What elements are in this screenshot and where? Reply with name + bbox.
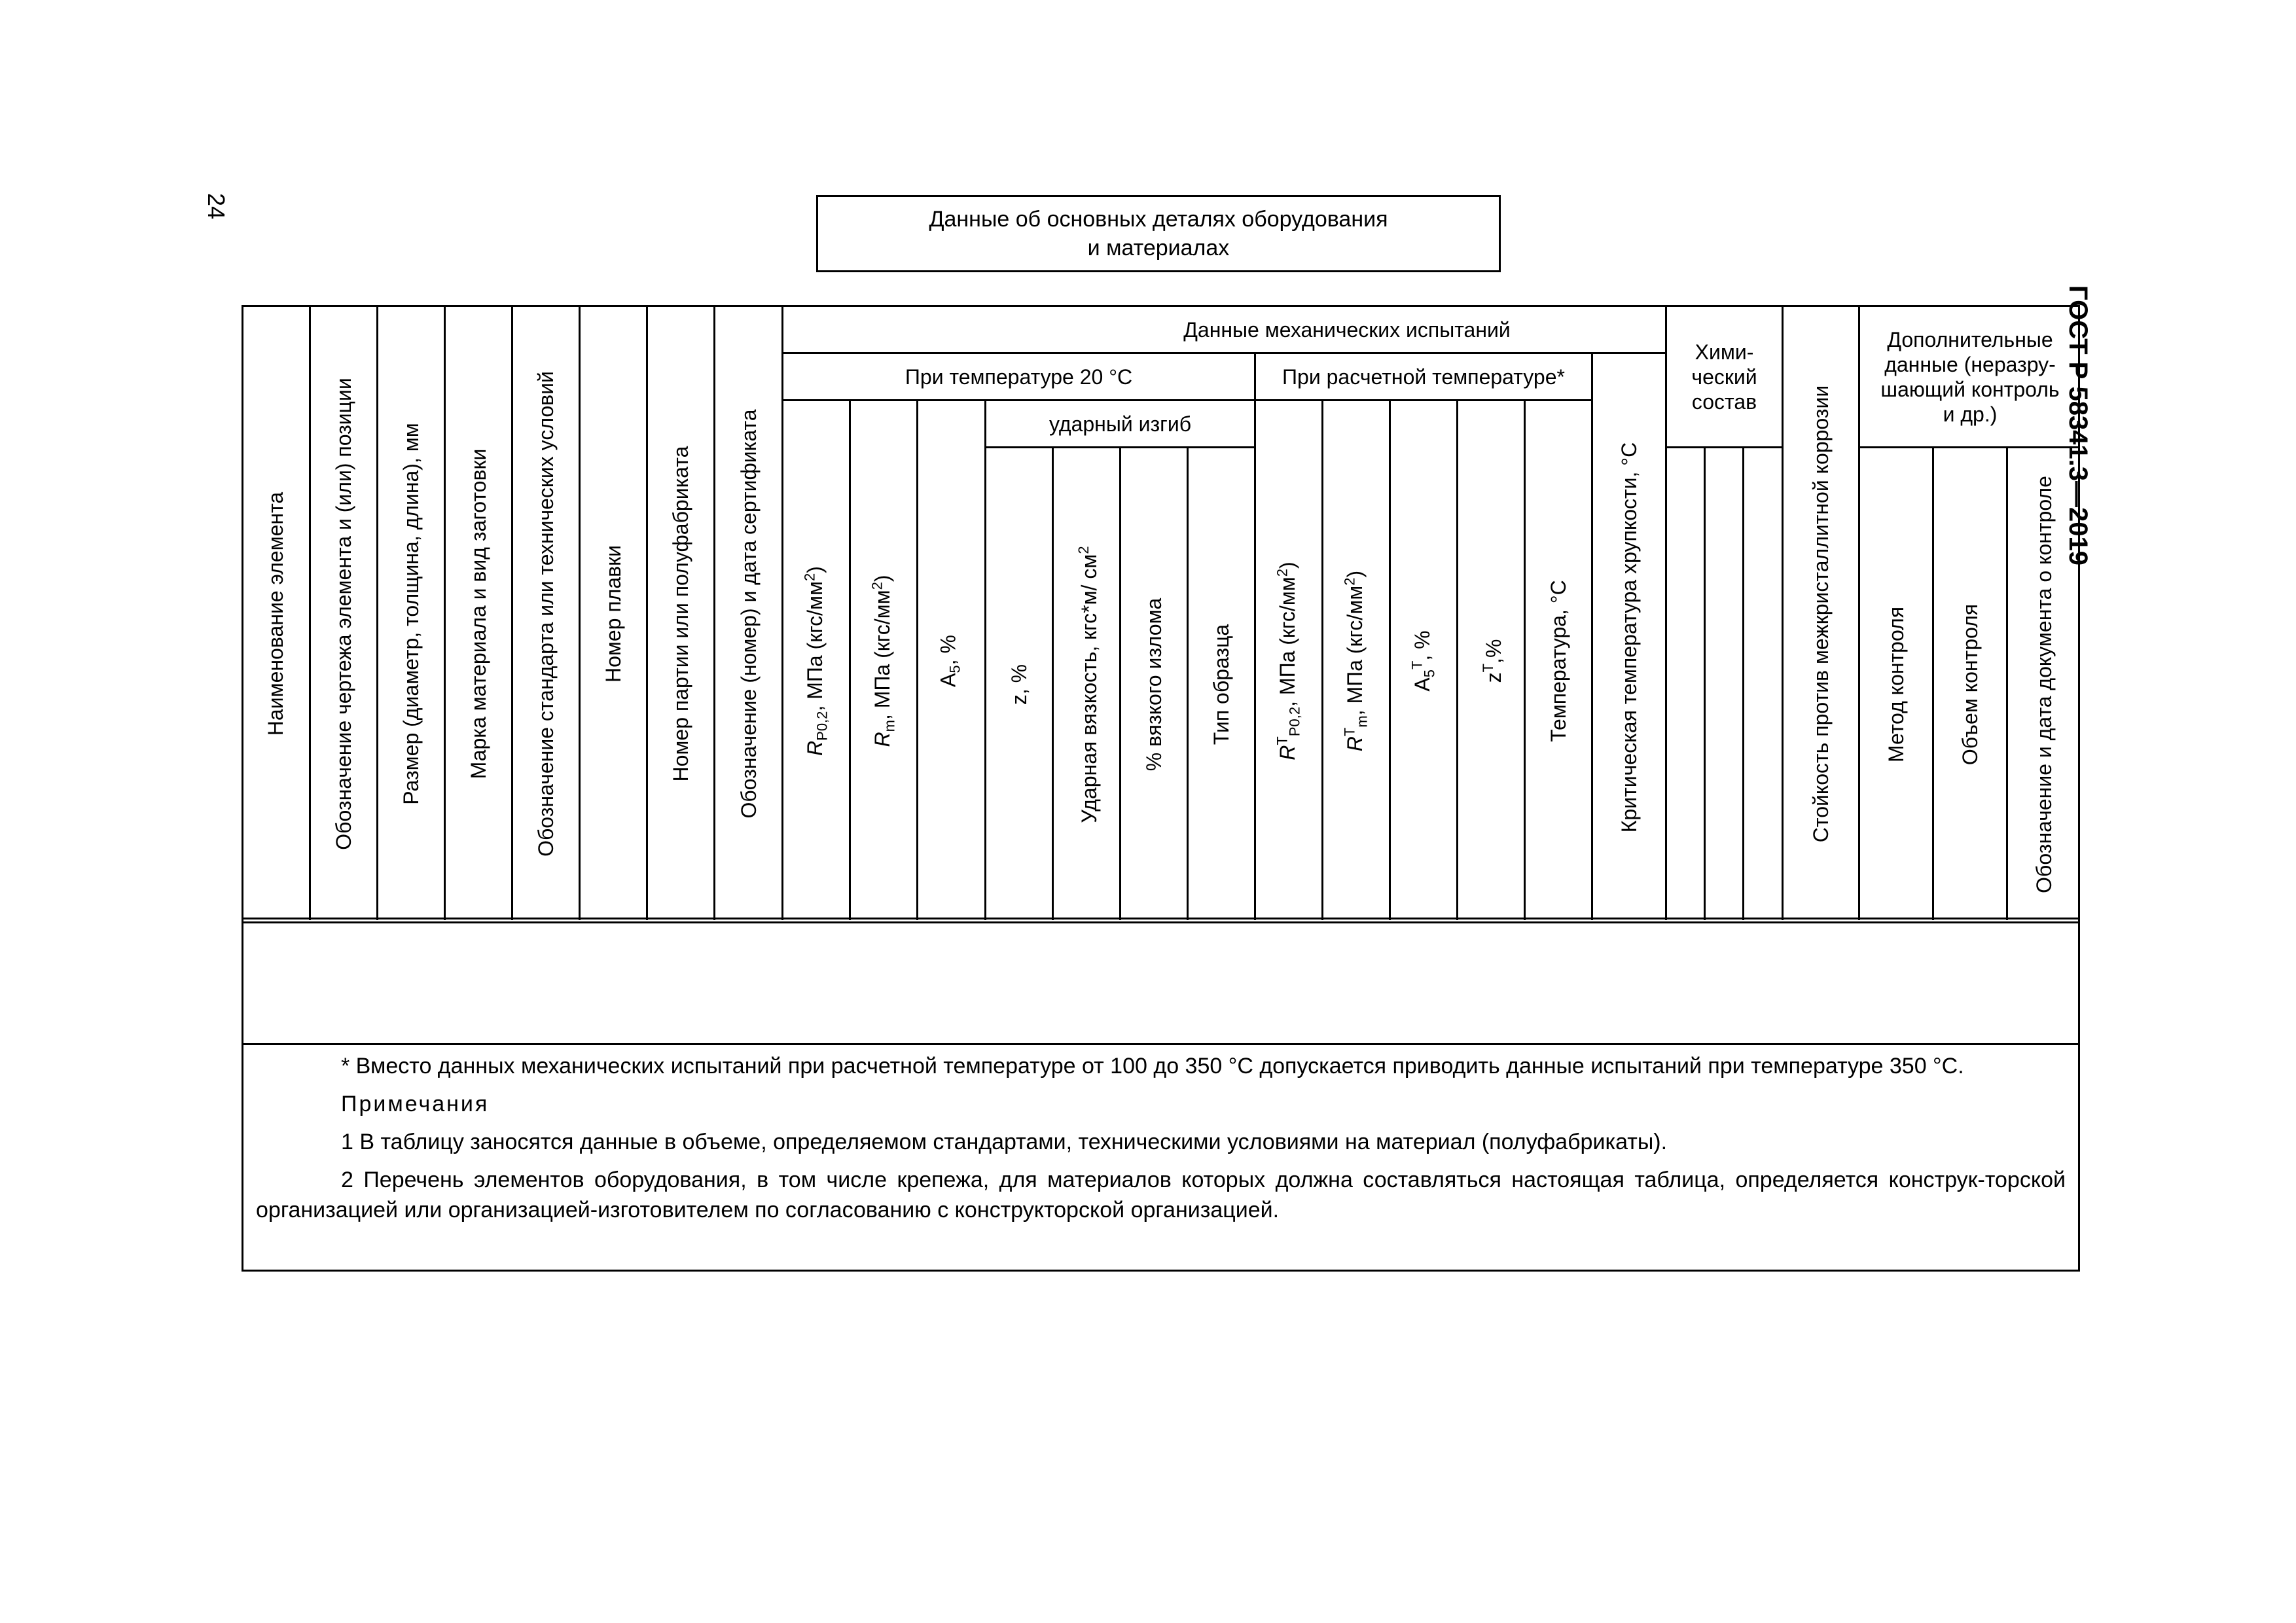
col-grade: Марка материала и вид заготовки [444, 305, 511, 920]
col-ductile-fracture: % вязкого излома [1119, 446, 1187, 920]
data-table [242, 305, 2080, 1272]
col-method: Метод контроля [1858, 446, 1932, 920]
note-1: 1 В таблицу заносятся данные в объеме, определяемом стандартами, техническими условиями на материал (полуфабрикаты). [341, 1130, 1668, 1154]
col-chem-3 [1742, 446, 1782, 920]
header-chem: Хими-ческий состав [1665, 305, 1782, 446]
document-code: ГОСТ Р 58341.3—2019 [2064, 285, 2092, 566]
table-footnotes [256, 1051, 2066, 1233]
col-size: Размер (диаметр, толщина, длина), мм [376, 305, 444, 920]
col-heat: Номер плавки [579, 305, 646, 920]
col-zt: $z^T,\%$ [1456, 399, 1524, 920]
col-standard: Обозначение стандарта или технических условий [511, 305, 579, 920]
col-z: z, % [984, 446, 1052, 920]
col-temperature: Температура, °С [1524, 399, 1591, 920]
header-mech-tests: Данные механических испытаний [781, 305, 1910, 352]
col-drawing: Обозначение чертежа элемента и (или) позиции [309, 305, 376, 920]
col-volume: Объем контроля [1932, 446, 2006, 920]
table-title-line1: Данные об основных деталях оборудования [929, 207, 1388, 232]
col-batch: Номер партии или полуфабриката [646, 305, 713, 920]
col-rp02: $R_{P0,2}$, МПа $(кгс/мм^2)$ [781, 399, 849, 920]
col-rtm: $R^T_m$, МПа $(кгс/мм^2)$ [1321, 399, 1389, 920]
table-title [816, 195, 1501, 272]
footnote-asterisk: * Вместо данных механических испытаний при расчетной температуре от 100 до 350 °С допускается приводить данные испытаний при температуре 350 °С. [341, 1054, 1964, 1079]
col-element-name: Наименование элемента [242, 305, 309, 920]
col-certificate: Обозначение (номер) и дата сертификата [713, 305, 781, 920]
header-separator [242, 918, 2080, 923]
col-chem-1 [1665, 446, 1704, 920]
col-corrosion: Стойкость против межкристаллитной коррозии [1782, 305, 1858, 920]
col-toughness: Ударная вязкость, кгс*м/ $см^2$ [1052, 446, 1119, 920]
header-temp-20: При температуре 20 °С [781, 352, 1254, 399]
col-a5: $A_5$, % [916, 399, 984, 920]
table-title-line2: и материалах [1087, 236, 1230, 260]
col-control-doc: Обозначение и дата документа о контроле [2006, 446, 2080, 920]
note-2: 2 Перечень элементов оборудования, в том числе крепежа, для материалов которых должна составляться настоящая таблица, определяется конструк-торской организацией или организацией-изготовителем по согласованию с конструкторской организацией. [256, 1168, 2066, 1222]
col-at5: $A_5^T$, % [1389, 399, 1456, 920]
page-number: 24 [203, 192, 230, 220]
col-rtp02: $R^T_{P0,2}$, МПа $(кгс/мм^2)$ [1254, 399, 1321, 920]
header-temp-calc: При расчетной температуре* [1254, 352, 1591, 399]
body-row-bottom [242, 1043, 2080, 1045]
col-brittle-temp: Критическая температура хрупкости, °С [1591, 352, 1665, 920]
col-rm: $R_m$, МПа $(кгс/мм^2)$ [849, 399, 916, 920]
col-chem-2 [1704, 446, 1742, 920]
col-specimen-type: Тип образца [1187, 446, 1254, 920]
header-extra: Дополнительные данные (неразру-шающий контроль и др.) [1858, 305, 2080, 446]
header-impact: ударный изгиб [984, 399, 1254, 446]
notes-title: Примечания [341, 1092, 490, 1116]
